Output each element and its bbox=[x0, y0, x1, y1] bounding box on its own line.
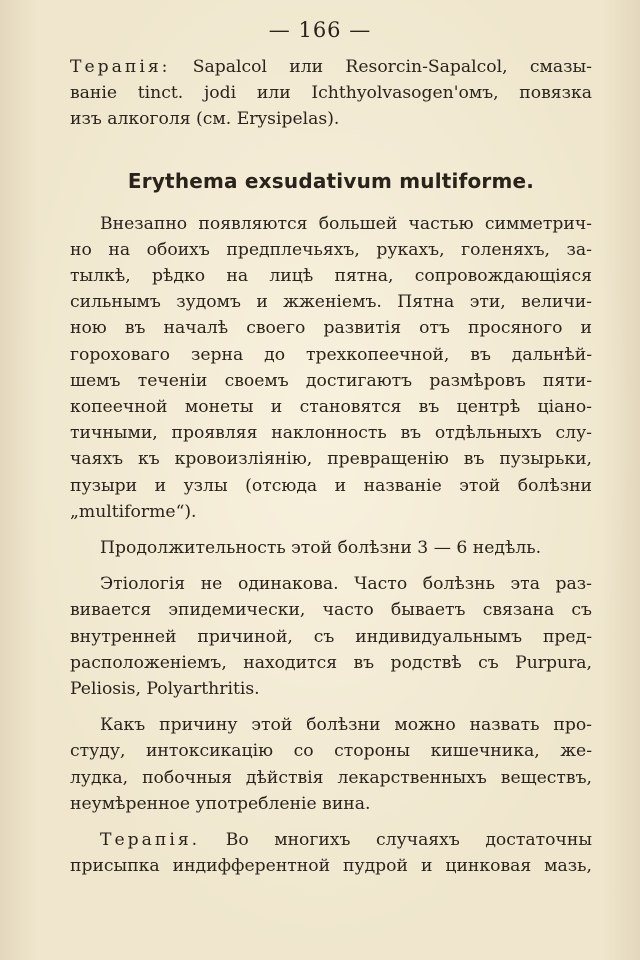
text-line bbox=[70, 237, 592, 263]
text-line bbox=[70, 211, 592, 237]
text-run: неумѣренное употребленіе вина. bbox=[70, 793, 371, 814]
text-run: шемъ теченіи своемъ достигаютъ размѣровъ пяти- bbox=[70, 370, 592, 391]
text-run: ною въ началѣ своего развитія отъ просяного и bbox=[70, 318, 592, 339]
text-line bbox=[70, 80, 592, 106]
text-run: вивается эпидемически, часто бываетъ связана съ bbox=[70, 600, 592, 621]
text-line bbox=[70, 499, 592, 525]
spaced-term: Терапія. bbox=[100, 830, 201, 851]
text-line bbox=[70, 624, 592, 650]
text-line bbox=[70, 738, 592, 764]
text-run: Этіологія не одинакова. Часто болѣзнь эта раз- bbox=[100, 574, 592, 595]
paragraph bbox=[70, 712, 592, 817]
text-run: Peliosis, Polyarthritis. bbox=[70, 679, 260, 700]
text-run: сильнымъ зудомъ и жженіемъ. Пятна эти, величи- bbox=[70, 292, 592, 313]
text-run: тылкѣ, рѣдко на лицѣ пятна, сопровождающіяся bbox=[70, 266, 592, 287]
text-line bbox=[70, 765, 592, 791]
paragraph bbox=[70, 54, 592, 133]
page-text bbox=[70, 54, 592, 879]
text-line bbox=[70, 676, 592, 702]
text-line bbox=[70, 571, 592, 597]
paragraph bbox=[70, 827, 592, 879]
text-run: Во многихъ случаяхъ достаточны bbox=[200, 830, 592, 851]
paragraph bbox=[70, 535, 592, 561]
text-run: копеечной монеты и становятся въ центрѣ ціано- bbox=[70, 397, 592, 418]
text-line bbox=[70, 263, 592, 289]
text-line bbox=[70, 54, 592, 80]
text-run: присыпка индифферентной пудрой и цинковая мазь, bbox=[70, 856, 592, 877]
page-number: — 166 — bbox=[268, 18, 372, 42]
text-run: ваніе tinct. jodi или Ichthyolvasogen'омъ, повязка bbox=[70, 83, 592, 104]
text-line bbox=[70, 420, 592, 446]
text-line bbox=[70, 446, 592, 472]
text-line bbox=[70, 394, 592, 420]
text-line bbox=[70, 650, 592, 676]
text-run: но на обоихъ предплечьяхъ, рукахъ, голеняхъ, за- bbox=[70, 239, 592, 260]
text-run: лудка, побочныя дѣйствія лекарственныхъ веществъ, bbox=[70, 767, 592, 788]
text-run: пузыри и узлы (отсюда и названіе этой болѣзни bbox=[70, 475, 592, 496]
text-line bbox=[70, 791, 592, 817]
text-line bbox=[70, 315, 592, 341]
paragraph bbox=[70, 211, 592, 525]
text-run: чаяхъ къ кровоизліянію, превращенію въ пузырьки, bbox=[70, 449, 592, 470]
text-run: студу, интоксикацію со стороны кишечника, же- bbox=[70, 741, 592, 762]
text-line bbox=[70, 289, 592, 315]
paragraph bbox=[70, 571, 592, 702]
text-run: тичными, проявляя наклонность въ отдѣльныхъ слу- bbox=[70, 423, 592, 444]
text-line bbox=[70, 597, 592, 623]
text-run: изъ алкоголя (см. Erysipelas). bbox=[70, 109, 340, 130]
text-run: гороховаго зерна до трехкопеечной, въ дальнѣй- bbox=[70, 344, 592, 365]
text-line bbox=[70, 853, 592, 879]
text-line bbox=[70, 712, 592, 738]
text-run: Какъ причину этой болѣзни можно назвать про- bbox=[100, 715, 592, 736]
text-run: Sapalcol или Resorcin-Sapalcol, смазы- bbox=[170, 57, 592, 77]
text-run: расположеніемъ, находится въ родствѣ съ Purpura, bbox=[70, 652, 592, 673]
spaced-term: Терапія: bbox=[70, 57, 171, 77]
text-line bbox=[70, 535, 592, 561]
text-line bbox=[70, 368, 592, 394]
text-line bbox=[70, 342, 592, 368]
text-run: внутренней причиной, съ индивидуальнымъ пред- bbox=[70, 626, 592, 647]
text-run: Продолжительность этой болѣзни 3 — 6 недѣль. bbox=[100, 538, 542, 559]
text-line bbox=[70, 473, 592, 499]
text-line bbox=[70, 827, 592, 853]
text-run: Внезапно появляются большей частью симметрич- bbox=[100, 213, 592, 234]
text-line bbox=[70, 106, 592, 132]
section-heading: Erythema exsudativum multiforme. bbox=[127, 168, 535, 193]
text-run: „multiforme“). bbox=[70, 501, 197, 522]
